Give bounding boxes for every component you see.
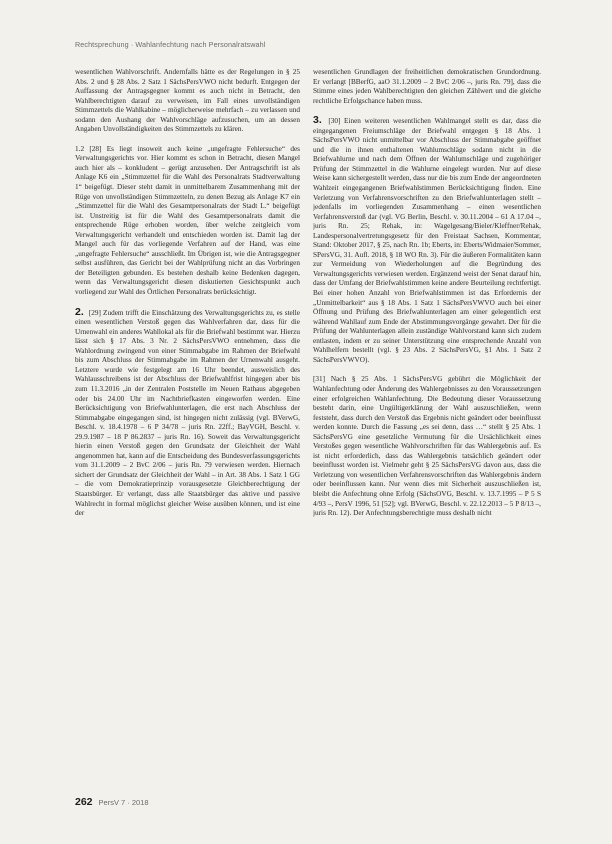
- paragraph: [313, 68, 541, 106]
- paragraph-text: [28] Es liegt insoweit auch keine „ungefragte Fehlersuche“ des Verwaltungsgerichts vor. Hier kommt es schon in Betracht, diesen Mangel auch hier als – konkludent – gerügt anzusehen. Der Antragschrift ist als Anlage K6 ein „Stimmzettel für die Wahl des Personalrats Stadtverwaltung 1“ beigefügt. Dieser steht damit in unmittelbarem Zusammenhang mit der Rüge von unvollständigen Stimmzetteln, zu denen Bezug als Anlage K7 ein „Stimmzettel für die Wahl des Gesamtpersonalrats der Stadt L.“ beigefügt ist. Unstreitig ist für die Wahl des Gesamtpersonalrats damit die entsprechende Rüge erhoben worden, über welche zeitgleich vom Verwaltungsgericht verhandelt und entschieden worden ist. Damit lag der Mangel auch für das vorliegende Verfahren auf der Hand, was eine „ungefragte Fehlersuche“ ausschließt. Im Übrigen ist, wie die Antragsgegner selbst ausführen, das Gericht bei der Wahlprüfung nicht an das Vorbringen der Beteiligten gebunden. Es bestehen deshalb keine Bedenken dagegen, wenn das Verwaltungsgericht diesen diskutierten Gesichtspunkt auch vorliegend zur Wahl des Örtlichen Personalrats berücksichtigt.: [75, 144, 300, 297]
- paragraph: [75, 305, 300, 519]
- running-header: Rechtsprechung · Wahlanfechtung nach Personalratswahl: [75, 40, 266, 49]
- paragraph: [75, 68, 300, 135]
- journal-issue: PersV 7 · 2018: [98, 798, 149, 807]
- paragraph: [313, 116, 541, 365]
- paragraph-text: [31] Nach § 25 Abs. 1 SächsPersVG gebührt die Möglichkeit der Wahlanfechtung oder Änderung des Wahlergebnisses zu den Voraussetzungen einer erfolgreichen Wahlanfechtung. Die Bedeutung dieser Voraussetzung besteht darin, eine Ungültigerklärung der Wahl auszuschließen, wenn feststeht, dass durch den Verstoß das Ergebnis nicht geändert oder beeinflusst werden konnte. Durch die Fassung „es sei denn, dass …“ stellt § 25 Abs. 1 SächsPersVG eine gesetzliche Vermutung für die Ursächlichkeit eines Verstoßes gegen wesentliche Wahlvorschriften für das Wahlergebnis auf. Es ist nicht erforderlich, dass das Wahlergebnis tatsächlich geändert oder beeinflusst worden ist. Vielmehr geht § 25 SächsPersVG davon aus, dass die Verletzung von wesentlichen Verfahrensvorschriften das Wahlergebnis ändern oder beeinflussen kann. Nur wenn dies mit Sicherheit auszuschließen ist, bleibt die Anfechtung ohne Erfolg (SächsOVG, Beschl. v. 13.7.1995 – P 5 S 4/93 –, PersV 1996, 51 [52]; vgl. BVerwG, Beschl. v. 22.12.2013 – 5 P 8/13 –, juris Rn. 12). Der Anfechtungsberechtigte muss deshalb nicht: [313, 375, 541, 518]
- page-number: 262: [75, 796, 93, 808]
- section-number: 2.: [75, 305, 84, 318]
- paragraph-text: wesentlichen Grundlagen der freiheitlichen demokratischen Grundordnung. Er verlangt [BBerfG, aaO 31.1.2009 – 2 BvC 2/06 –, juris Rn. 79], dass die Stimme eines jeden Wahlberechtigten den gleichen Zählwert und die gleiche rechtliche Erfolgschance haben muss.: [313, 68, 541, 105]
- page-footer: [75, 792, 149, 810]
- paragraph-text: [29] Zudem trifft die Einschätzung des Verwaltungsgerichts zu, es stelle einen wesentlichen Verstoß gegen das Wahlverfahren dar, dass für die Urnenwahl ein anderes Wahllokal als für die Briefwahl bestimmt war. Hierzu lässt sich § 17 Abs. 3 Nr. 2 SächsPersVWO entnehmen, dass die Wahlordnung zwingend von einer Stimmabgabe im Rahmen der Briefwahl bis zum Abschluss der Stimmabgabe im Rahmen der Urnenwahl ausgeht. Letztere wurde wie festgelegt am 16 Uhr beendet, ausweislich des Wahlausschreibens ist der Abschluss der Briefwahlfrist hingegen aber bis zum 11.3.2016 „in der Zentralen Poststelle im Neuen Rathaus abgegeben oder bis 24.00 Uhr im Nachtbriefkasten eingeworfen werden. Eine Berücksichtigung von Briefwahlunterlagen, die erst nach Abschluss der Stimmabgabe eingegangen sind, ist hingegen nicht zulässig (vgl. BVerwG, Beschl. v. 18.4.1978 – 6 P 34/78 – juris Rn. 22ff.; BayVGH, Beschl. v. 29.9.1987 – 18 P 86.2837 – juris Rn. 16). Soweit das Verwaltungsgericht hierin einen Verstoß gegen den Grundsatz der Gleichheit der Wahl angenommen hat, kann auf die Entscheidung des Bundesverfassungsgerichts vom 31.1.2009 – 2 BvC 2/06 – juris Rn. 79 verwiesen werden. Hiernach sichert der Grundsatz der Gleichheit der Wahl – in Art. 38 Abs. 1 Satz 1 GG – die vom Demokratieprinzip vorausgesetzte Gleichberechtigung der Staatsbürger. Er verlangt, dass alle Staatsbürger das aktive und passive Wahlrecht in formal möglichst gleicher Weise ausüben können, und ist eine der: [75, 308, 300, 518]
- section-number: 3.: [313, 114, 322, 127]
- left-column: [75, 68, 300, 780]
- paragraph: [75, 145, 300, 298]
- paragraph: [313, 375, 541, 518]
- section-number: 1.2: [75, 144, 85, 153]
- paragraph-text: wesentlichen Wahlvorschrift. Andernfalls hätte es der Regelungen in § 25 Abs. 2 und § 28 Abs. 2 Satz 1 SächsPersVWO nicht bedurft. Entgegen der Auffassung der Antragsgegner kommt es auch nicht in Betracht, den Wahlberechtigten darauf zu verweisen, im Fall eines unvollständigen Stimmzettels die Wahlkabine – möglicherweise mehrfach – zu verlassen und sodann den Aushang der Wahlvorschläge aufzusuchen, um an dessen Angaben Unvollständigkeiten des Stimmzettels zu klären.: [75, 68, 300, 134]
- right-column: [313, 68, 541, 780]
- paragraph-text: [30] Einen weiteren wesentlichen Wahlmangel stellt es dar, dass die eingegangenen Freiumschläge der Briefwahl entgegen § 18 Abs. 1 SächsPersVWO nicht unmittelbar vor Abschluss der Stimmabgabe geöffnet und die in ihnen enthaltenen Wahlumschläge sodann nicht in die Briefwahlurne und nach dem Öffnen der Wahlumschläge und zugehöriger Prüfung der Stimmzettel in die Wahlurne eingelegt wurden. Nur auf diese Weise kann sichergestellt werden, dass nur die bis zum Ende der angeordneten Wahlzeit eingegangenen Briefwahlstimmen Berücksichtigung finden. Eine Verletzung von Verfahrensvorschriften zu den Briefwahlunterlagen stellt – jedenfalls im vorliegenden Zusammenhang – einen wesentlichen Verfahrensverstoß dar (vgl. VG Berlin, Beschl. v. 30.11.2004 – 61 A 17.04 –, juris Rn. 25; Rehak, in: Wagelgesang/Bieler/Kleffner/Rehak, Landespersonalvertretungsgesetz für den Freistaat Sachsen, Kommentar, Stand: Oktober 2017, § 25, nach Rn. 1b; Eberts, in: Eberts/Widmaier/Sommer, SPersVG, 31. Aufl. 2018, § 18 WO Rn. 3). Für die äußeren Formalitäten kann zur Vermeidung von Wiederholungen auf die Begründung des Verwaltungsgerichts verwiesen werden. Ergänzend weist der Senat darauf hin, dass der Umfang der Briefwahlstimmen keine andere Beurteilung rechtfertigt. Bei einer hohen Anzahl von Briefwahlstimmen ist das Erfordernis der „Unmittelbarkeit“ aus § 18 Abs. 1 Satz 1 SächsPersVWVO auch bei einer Öffnung und Prüfung des Briefwahlunterlagen am einer gelegentlich erst während Wahllauf zum Ende der Abstimmungsvorgänge gewahrt. Der für die Prüfung der Wahlunterlagen allein zuständige Wahlvorstand kann sich zudem entlasten, indem er zu seiner Unterstützung eine entsprechende Anzahl von Wahlhelfern bestellt (vgl. § 23 Abs. 2 SächsPersVG, §1 Abs. 1 Satz 2 SächsPersVWVO).: [313, 117, 541, 364]
